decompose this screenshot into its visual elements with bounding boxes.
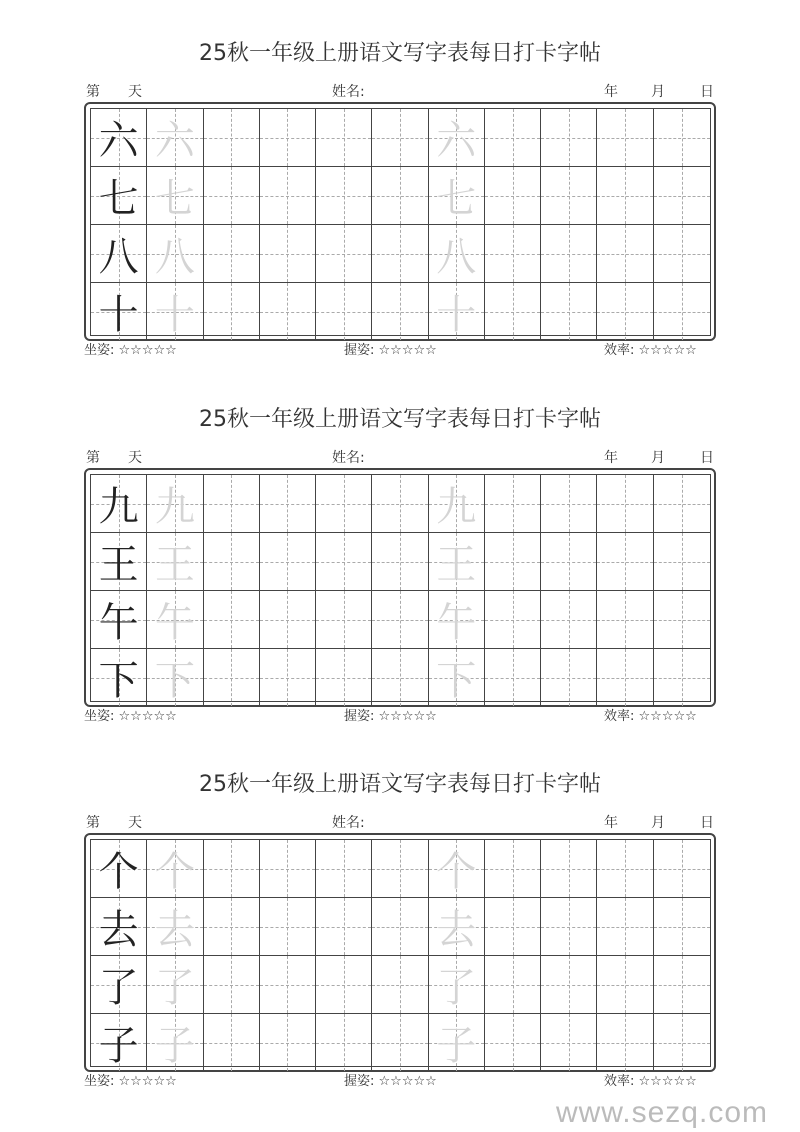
day-label-suffix: 天 [128,84,142,100]
tianzige-cell[interactable] [316,475,372,533]
tianzige-cell[interactable] [204,167,260,225]
tianzige-cell[interactable] [597,956,653,1014]
posture-label: 坐姿: [84,343,115,358]
tianzige-cell [91,956,147,1014]
tianzige-cell[interactable] [372,649,428,706]
trace-character: 王 [154,542,195,588]
tianzige-cell[interactable] [654,591,710,649]
sheet-title: 25秋一年级上册语文写字表每日打卡字帖 [199,772,601,797]
tianzige-cell[interactable] [429,533,485,591]
tianzige-cell[interactable] [204,591,260,649]
grip-rating[interactable]: ☆☆☆☆☆ [378,709,437,724]
name-label: 姓名: [332,815,365,831]
tianzige-cell[interactable] [485,1014,541,1071]
tianzige-cell[interactable] [429,109,485,167]
model-character: 了 [98,965,139,1011]
tianzige-cell[interactable] [485,533,541,591]
trace-character: 个 [154,849,195,895]
trace-character: 了 [154,965,195,1011]
tianzige-cell[interactable] [429,840,485,898]
efficiency-rating[interactable]: ☆☆☆☆☆ [638,709,697,724]
tianzige-cell[interactable] [541,283,597,340]
tianzige-cell[interactable] [316,1014,372,1071]
tianzige-cell[interactable] [541,225,597,283]
tianzige-cell[interactable] [316,167,372,225]
trace-character: 去 [436,907,477,953]
sheet-title: 25秋一年级上册语文写字表每日打卡字帖 [199,407,601,432]
day-label: 第 [86,815,100,831]
trace-character: 个 [436,849,477,895]
tianzige-cell[interactable] [485,898,541,956]
writing-grid-frame [84,468,716,707]
model-character: 午 [98,600,139,646]
tianzige-cell[interactable] [147,1014,203,1071]
tianzige-cell[interactable] [541,898,597,956]
tianzige-cell[interactable] [654,225,710,283]
posture-rating[interactable]: ☆☆☆☆☆ [118,343,177,358]
tianzige-cell[interactable] [147,475,203,533]
tianzige-cell [91,840,147,898]
tianzige-cell[interactable] [654,840,710,898]
model-character: 七 [98,176,139,222]
trace-character: 八 [154,234,195,280]
tianzige-cell [91,1014,147,1071]
tianzige-cell [91,225,147,283]
tianzige-cell[interactable] [147,591,203,649]
tianzige-cell[interactable] [260,283,316,340]
grip-label: 握姿: [344,1074,375,1089]
tianzige-cell[interactable] [485,956,541,1014]
trace-character: 九 [436,484,477,530]
grip-rating[interactable]: ☆☆☆☆☆ [378,1074,437,1089]
grip-label: 握姿: [344,709,375,724]
tianzige-cell[interactable] [147,649,203,706]
tianzige-cell[interactable] [654,167,710,225]
tianzige-cell[interactable] [429,956,485,1014]
date-label: 日 [700,84,714,100]
trace-character: 了 [436,965,477,1011]
efficiency-rating[interactable]: ☆☆☆☆☆ [638,343,697,358]
tianzige-cell[interactable] [541,109,597,167]
tianzige-cell[interactable] [372,475,428,533]
trace-character: 八 [436,234,477,280]
tianzige-cell[interactable] [204,840,260,898]
tianzige-cell[interactable] [541,840,597,898]
tianzige-cell[interactable] [260,167,316,225]
name-label: 姓名: [332,450,365,466]
tianzige-cell[interactable] [485,225,541,283]
trace-character: 下 [154,658,195,704]
tianzige-cell[interactable] [597,475,653,533]
day-label-suffix: 天 [128,450,142,466]
trace-character: 七 [436,176,477,222]
tianzige-cell[interactable] [597,109,653,167]
tianzige-cell[interactable] [316,109,372,167]
tianzige-cell[interactable] [541,475,597,533]
tianzige-cell[interactable] [429,898,485,956]
day-label: 第 [86,450,100,466]
writing-grid [90,839,711,1067]
tianzige-cell[interactable] [316,956,372,1014]
year-label: 年 [604,84,618,100]
tianzige-cell[interactable] [654,109,710,167]
trace-character: 去 [154,907,195,953]
model-character: 十 [98,292,139,338]
posture-label: 坐姿: [84,1074,115,1089]
tianzige-cell[interactable] [429,167,485,225]
tianzige-cell[interactable] [597,591,653,649]
writing-grid [90,474,711,702]
tianzige-cell[interactable] [316,533,372,591]
tianzige-cell[interactable] [147,956,203,1014]
tianzige-cell[interactable] [204,649,260,706]
tianzige-cell[interactable] [429,475,485,533]
model-character: 王 [98,542,139,588]
tianzige-cell[interactable] [372,109,428,167]
tianzige-cell[interactable] [204,898,260,956]
trace-character: 十 [154,292,195,338]
tianzige-cell[interactable] [429,225,485,283]
tianzige-cell[interactable] [316,283,372,340]
tianzige-cell[interactable] [260,840,316,898]
model-character: 九 [98,484,139,530]
tianzige-cell[interactable] [429,591,485,649]
year-label: 年 [604,815,618,831]
tianzige-cell[interactable] [372,167,428,225]
trace-character: 子 [154,1023,195,1069]
tianzige-cell[interactable] [260,225,316,283]
model-character: 八 [98,234,139,280]
model-character: 六 [98,118,139,164]
tianzige-cell[interactable] [372,225,428,283]
tianzige-cell[interactable] [147,167,203,225]
day-label: 第 [86,84,100,100]
tianzige-cell[interactable] [541,591,597,649]
tianzige-cell[interactable] [316,591,372,649]
tianzige-cell[interactable] [147,109,203,167]
trace-character: 六 [436,118,477,164]
tianzige-cell[interactable] [204,225,260,283]
tianzige-cell[interactable] [485,475,541,533]
grip-label: 握姿: [344,343,375,358]
tianzige-cell[interactable] [316,649,372,706]
tianzige-cell[interactable] [260,898,316,956]
tianzige-cell[interactable] [597,225,653,283]
tianzige-cell [91,109,147,167]
model-character: 下 [98,658,139,704]
practice-sheet [0,731,800,1097]
tianzige-cell[interactable] [372,1014,428,1071]
tianzige-cell[interactable] [654,956,710,1014]
trace-character: 下 [436,658,477,704]
tianzige-cell[interactable] [204,956,260,1014]
tianzige-cell [91,898,147,956]
practice-sheet [0,0,800,366]
tianzige-cell[interactable] [654,1014,710,1071]
date-label: 日 [700,450,714,466]
tianzige-cell[interactable] [597,167,653,225]
sheet-title: 25秋一年级上册语文写字表每日打卡字帖 [199,41,601,66]
tianzige-cell[interactable] [485,283,541,340]
tianzige-cell[interactable] [260,533,316,591]
tianzige-cell[interactable] [260,956,316,1014]
trace-character: 十 [436,292,477,338]
tianzige-cell[interactable] [654,649,710,706]
tianzige-cell [91,475,147,533]
trace-character: 七 [154,176,195,222]
trace-character: 午 [436,600,477,646]
tianzige-cell[interactable] [260,475,316,533]
tianzige-cell[interactable] [372,898,428,956]
tianzige-cell[interactable] [485,649,541,706]
tianzige-cell[interactable] [485,591,541,649]
efficiency-label: 效率: [604,1074,635,1089]
tianzige-cell[interactable] [204,475,260,533]
month-label: 月 [651,84,665,100]
tianzige-cell[interactable] [147,225,203,283]
trace-character: 子 [436,1023,477,1069]
tianzige-cell[interactable] [147,840,203,898]
tianzige-cell[interactable] [597,649,653,706]
tianzige-cell[interactable] [597,1014,653,1071]
tianzige-cell [91,283,147,340]
efficiency-rating[interactable]: ☆☆☆☆☆ [638,1074,697,1089]
tianzige-cell[interactable] [654,898,710,956]
trace-character: 九 [154,484,195,530]
grip-rating[interactable]: ☆☆☆☆☆ [378,343,437,358]
tianzige-cell[interactable] [541,167,597,225]
tianzige-cell[interactable] [654,283,710,340]
tianzige-cell[interactable] [260,649,316,706]
tianzige-cell[interactable] [541,533,597,591]
tianzige-cell[interactable] [372,591,428,649]
tianzige-cell[interactable] [204,1014,260,1071]
tianzige-cell[interactable] [316,840,372,898]
tianzige-cell[interactable] [597,840,653,898]
tianzige-cell[interactable] [372,840,428,898]
tianzige-cell[interactable] [260,109,316,167]
date-label: 日 [700,815,714,831]
tianzige-cell[interactable] [316,225,372,283]
tianzige-cell[interactable] [204,533,260,591]
practice-sheet [0,366,800,732]
tianzige-cell[interactable] [429,283,485,340]
tianzige-cell[interactable] [316,898,372,956]
month-label: 月 [651,450,665,466]
tianzige-cell[interactable] [372,956,428,1014]
posture-label: 坐姿: [84,709,115,724]
tianzige-cell[interactable] [654,475,710,533]
tianzige-cell[interactable] [260,591,316,649]
tianzige-cell[interactable] [372,533,428,591]
writing-grid-frame [84,833,716,1072]
tianzige-cell[interactable] [485,840,541,898]
tianzige-cell[interactable] [260,1014,316,1071]
posture-rating[interactable]: ☆☆☆☆☆ [118,709,177,724]
efficiency-label: 效率: [604,709,635,724]
tianzige-cell[interactable] [372,283,428,340]
trace-character: 午 [154,600,195,646]
tianzige-cell[interactable] [147,533,203,591]
tianzige-cell[interactable] [204,109,260,167]
writing-grid [90,108,711,336]
tianzige-cell[interactable] [204,283,260,340]
model-character: 子 [98,1023,139,1069]
tianzige-cell [91,533,147,591]
posture-rating[interactable]: ☆☆☆☆☆ [118,1074,177,1089]
tianzige-cell[interactable] [429,1014,485,1071]
trace-character: 王 [436,542,477,588]
model-character: 个 [98,849,139,895]
year-label: 年 [604,450,618,466]
tianzige-cell[interactable] [541,649,597,706]
tianzige-cell[interactable] [541,956,597,1014]
name-label: 姓名: [332,84,365,100]
month-label: 月 [651,815,665,831]
efficiency-label: 效率: [604,343,635,358]
tianzige-cell [91,591,147,649]
tianzige-cell[interactable] [485,167,541,225]
writing-grid-frame [84,102,716,341]
tianzige-cell [91,167,147,225]
tianzige-cell [91,649,147,706]
tianzige-cell[interactable] [147,283,203,340]
tianzige-cell[interactable] [654,533,710,591]
model-character: 去 [98,907,139,953]
day-label-suffix: 天 [128,815,142,831]
tianzige-cell[interactable] [597,533,653,591]
tianzige-cell[interactable] [597,283,653,340]
tianzige-cell[interactable] [541,1014,597,1071]
tianzige-cell[interactable] [429,649,485,706]
trace-character: 六 [154,118,195,164]
tianzige-cell[interactable] [485,109,541,167]
tianzige-cell[interactable] [597,898,653,956]
watermark: www.sezq.com [555,1096,768,1129]
tianzige-cell[interactable] [147,898,203,956]
